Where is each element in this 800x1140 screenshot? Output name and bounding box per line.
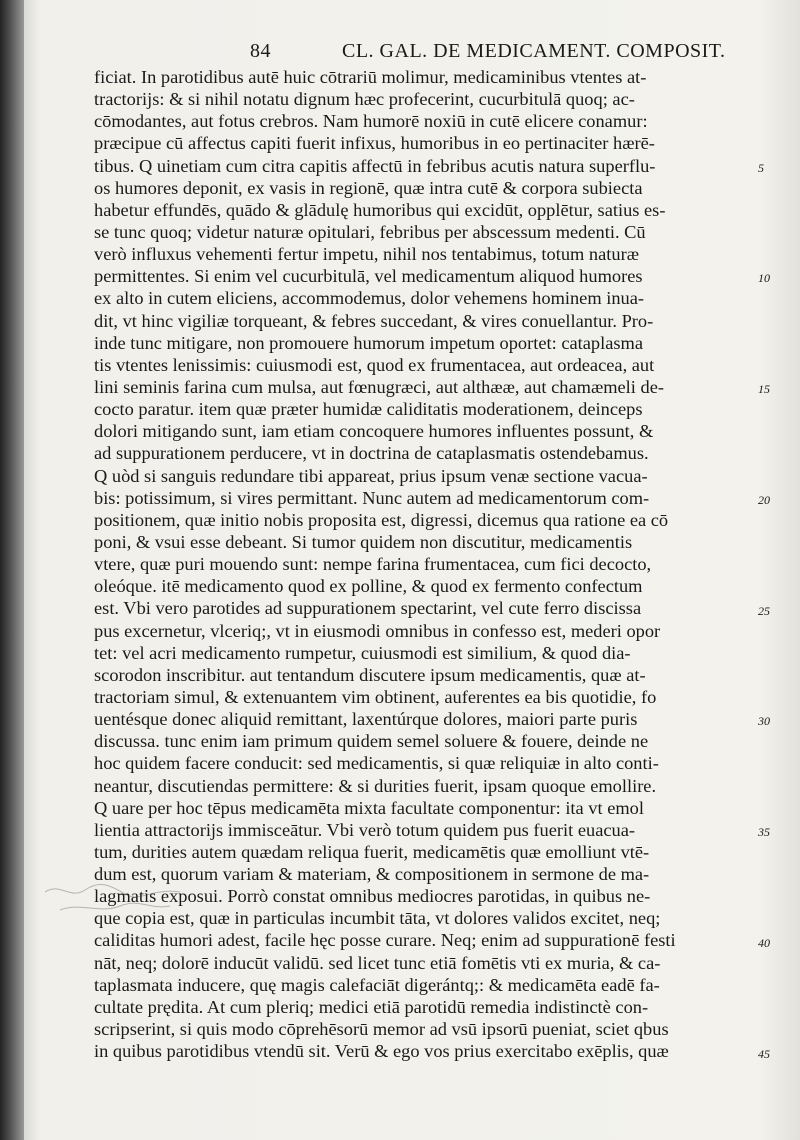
text-line: bis: potissimum, si vires permittant. Nunc autem ad medicamentorum com- [94,487,650,508]
text-line: lientia attractorijs immisceātur. Vbi verò totum quidem pus fuerit euacua- [94,819,636,840]
text-line: uentésque donec aliquid remittant, laxentúrque dolores, maiori parte puris [94,709,638,730]
text-line: neantur, discutiendas permittere: & si durities fuerit, ipsam quoque emollire. [94,775,657,796]
text-line: tractorijs: & si nihil notatu dignum hæc profecerint, cucurbitulā quoq; ac- [94,89,635,110]
text-line: ad suppurationem perducere, vt in doctrina de cataplasmatis ostendebamus. [94,443,649,464]
text-line: ficiat. In parotidibus autē huic cōtrariū molimur, medicaminibus vtentes at- [94,67,647,87]
text-line: vtere, quæ puri mouendo sunt: nempe farina frumentacea, cum fici decocto, [94,554,652,575]
book-spine-shadow [0,0,24,1140]
text-line: oleóque. itē medicamento quod ex polline, & quod ex fermento confectum [94,576,643,597]
text-line: permittentes. Si enim vel cucurbitulā, vel medicamentum aliquod humores [94,266,643,287]
text-line: que copia est, quæ in particulas incumbit tāta, vt dolores validos excitet, neq; [94,908,661,929]
text-line: tis vtentes lenissimis: cuiusmodi est, quod ex frumentacea, aut ordeacea, aut [94,354,655,375]
page-number: 84 [250,40,271,62]
text-line: lini seminis farina cum mulsa, aut fœnugræci, aut althææ, aut chamæmeli de- [94,376,664,397]
text-line: dolori mitigando sunt, iam etiam concoquere humores influentes possunt, & [94,421,654,442]
text-line: inde tunc mitigare, non promouere humorum impetum oportet: cataplasma [94,332,644,353]
text-line: Q uare per hoc tēpus medicamēta mixta facultate componentur: ita vt emol [94,797,644,818]
text-line: dum est, quorum variam & materiam, & compositionem in sermone de ma- [94,864,650,885]
text-line: caliditas humori adest, facile hęc posse curare. Neq; enim ad suppurationē festi [94,930,676,951]
margin-line-number: 5 [758,160,764,175]
margin-line-number: 10 [758,271,770,286]
text-line: pus excernetur, vlceriq;, vt in eiusmodi omnibus in confesso est, mederi opor [94,620,661,641]
text-line: lagmatis exposui. Porrò constat omnibus mediocres parotidas, in quibus ne- [94,886,651,907]
text-line: verò influxus vehementi fertur impetu, nihil nos tentabimus, totum naturæ [94,244,639,265]
margin-line-number: 25 [758,603,770,618]
text-line: dit, vt hinc vigiliæ torqueant, & febres succedant, & vires conuellantur. Pro- [94,310,654,331]
text-line: taplasmata inducere, quę magis calefaciāt digerántq;: & medicamēta eadē fa- [94,974,660,995]
text-line: scorodon inscribitur. aut tentandum discutere ipsum medicamentis, quæ at- [94,664,646,685]
text-line: tum, durities autem quædam reliqua fuerit, medicamētis quæ emolliunt vtē- [94,841,650,862]
text-line: cultate prędita. At cum pleriq; medici etiā parotidū remedia indistinctè con- [94,996,649,1017]
body-text [94,66,754,1062]
text-line: Q uòd si sanguis redundare tibi appareat, prius ipsum venæ sectione vacua- [94,465,648,486]
text-line: tibus. Q uinetiam cum citra capitis affectū in febribus acutis natura superflu- [94,155,656,176]
text-line: præcipue cū affectus capiti fuerit infixus, humoribus in eo pertinaciter hærē- [94,133,655,154]
text-line: nāt, neq; dolorē inducūt validū. sed licet tunc etiā fomētis vti ex muria, & ca- [94,952,661,973]
text-line: positionem, quæ initio nobis proposita est, digressi, dicemus qua ratione ea cō [94,509,669,530]
text-line: tractoriam simul, & extenuantem vim obtinent, auferentes ea bis quotidie, fo [94,686,657,707]
text-line: os humores deponit, ex vasis in regionē, quæ intra cutē & corpora subiecta [94,177,643,198]
margin-line-number: 35 [758,825,770,840]
handwritten-marginal-note [40,880,190,920]
text-line: hoc quidem facere conducit: sed medicamentis, si quæ reliquiæ in alto conti- [94,753,659,774]
text-line: se tunc quoq; videtur naturæ opitulari, febribus per abscessum medenti. Cū [94,221,646,242]
text-line: ex alto in cutem eliciens, accommodemus, dolor vehemens hominem inua- [94,288,645,309]
text-line: discussa. tunc enim iam primum quidem semel soluere & fouere, deinde ne [94,731,649,752]
text-line: cōmodantes, aut fotus crebros. Nam humorē noxiū in cutē elicere conamur: [94,111,648,132]
margin-line-number: 30 [758,714,770,729]
text-line: in quibus parotidibus vtendū sit. Verū & ego vos prius exercitabo exēplis, quæ [94,1041,669,1062]
margin-line-number: 45 [758,1046,770,1061]
margin-line-number: 40 [758,935,770,950]
text-line: scripserint, si quis modo cōprehēsorū memor ad vsū ipsorū pueniat, sciet qbus [94,1019,669,1040]
text-line: poni, & vsui esse debeant. Si tumor quidem non discutitur, medicamentis [94,531,633,552]
running-title: CL. GAL. DE MEDICAMENT. COMPOSIT. [342,40,726,62]
margin-line-number: 15 [758,382,770,397]
text-line: tet: vel acri medicamento rumpetur, cuiusmodi est similium, & quod dia- [94,642,631,663]
text-line: cocto paratur. item quæ præter humidæ caliditatis moderationem, deinceps [94,399,643,420]
text-line: est. Vbi vero parotides ad suppurationem spectarint, vel cute ferro discissa [94,598,642,619]
margin-line-number: 20 [758,492,770,507]
text-line: habetur effundēs, quādo & glādulę humoribus qui excidūt, opplētur, satius es- [94,199,666,220]
